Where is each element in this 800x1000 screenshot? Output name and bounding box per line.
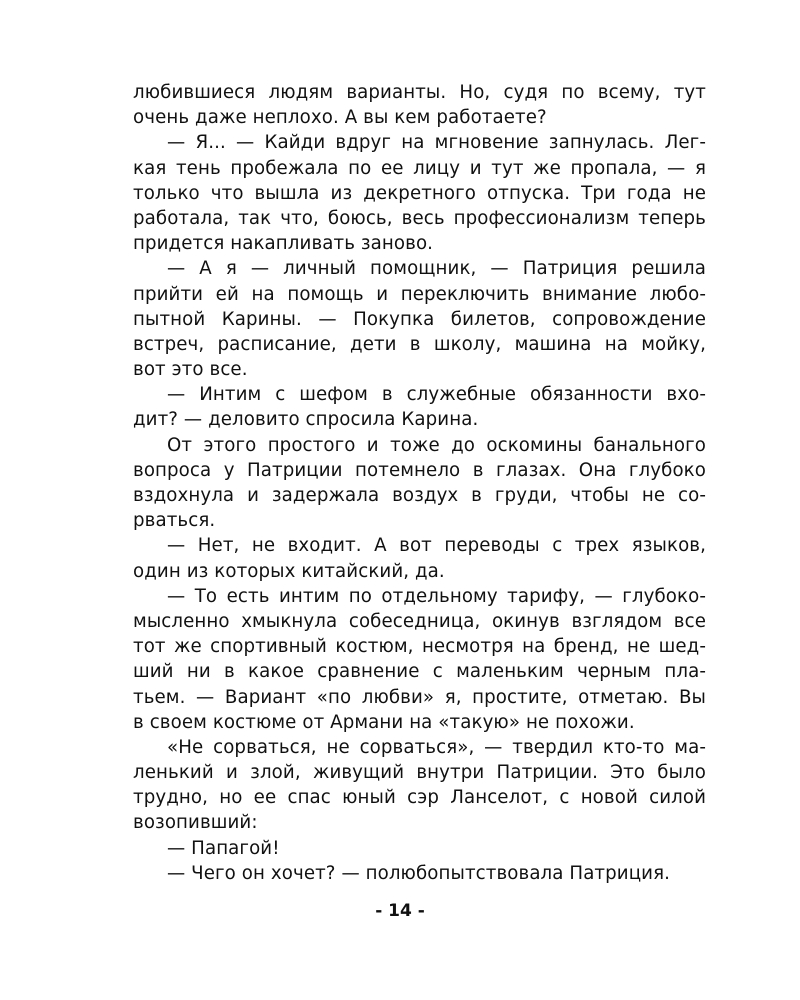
text-line: любившиеся людям варианты. Но, судя по всему, тут (133, 82, 706, 103)
text-line: дит? — деловито спросила Карина. (133, 409, 479, 431)
text-line: ший ни в какое сравнение с маленьким черным пла- (133, 661, 706, 683)
text-line: очень даже неплохо. А вы кем работаете? (133, 107, 547, 129)
text-line: ленький и злой, живущий внутри Патриции. Это было (133, 762, 706, 784)
page-number: - 14 - (375, 901, 425, 921)
text-line: «Не сорваться, не сорваться», — твердил кто-то ма- (167, 736, 706, 758)
text-line: вопроса у Патриции потемнело в глазах. Она глубоко (133, 459, 706, 481)
text-line: трудно, но ее спас юный сэр Ланселот, с новой силой (133, 787, 706, 809)
text-line: — Интим с шефом в служебные обязанности вхо- (167, 384, 706, 406)
text-line: только что вышла из декретного отпуска. Три года не (133, 182, 706, 204)
text-line: — То есть интим по отдельному тарифу, — глубоко- (167, 585, 706, 607)
text-line: кая тень пробежала по ее лицу и тут же пропала, — я (133, 157, 706, 179)
text-line: встреч, расписание, дети в школу, машина на мойку, (133, 333, 706, 355)
text-line: тот же спортивный костюм, несмотря на бренд, не шед- (133, 636, 706, 658)
text-line: вот это все. (133, 359, 248, 381)
text-line: — Папагой! (167, 837, 280, 859)
text-line: От этого простого и тоже до оскомины банального (167, 434, 706, 456)
text-line: мысленно хмыкнула собеседница, окинув взглядом все (133, 610, 706, 632)
text-line: — Я... — Кайди вдруг на мгновение запнулась. Лег- (167, 132, 706, 154)
text-line: придется накапливать заново. (133, 233, 434, 255)
text-line: вздохнула и задержала воздух в груди, чтобы не со- (133, 485, 706, 506)
text-line: тьем. — Вариант «по любви» я, простите, отметаю. Вы (133, 686, 706, 708)
text-line: прийти ей на помощь и переключить внимание любо- (133, 283, 706, 305)
text-line: возопивший: (133, 812, 258, 834)
text-line: рваться. (133, 510, 216, 532)
page-text (133, 80, 706, 886)
text-line: — Нет, не входит. А вот переводы с трех языков, (167, 535, 706, 557)
text-line: пытной Карины. — Покупка билетов, сопровождение (133, 308, 706, 330)
text-line: — А я — личный помощник, — Патриция решила (167, 258, 706, 280)
text-line: один из которых китайский, да. (133, 560, 445, 582)
text-line: работала, так что, боюсь, весь профессионализм теперь (133, 207, 706, 229)
text-line: — Чего он хочет? — полюбопытствовала Патриция. (167, 862, 671, 884)
text-line: в своем костюме от Армани на «такую» не похожи. (133, 711, 635, 733)
